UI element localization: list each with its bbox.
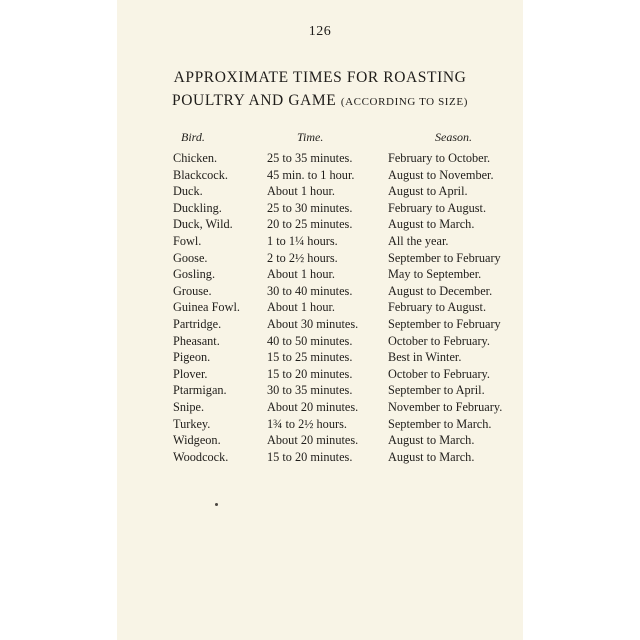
season-cell: September to March. [388, 416, 492, 431]
time-cell: About 20 minutes. [267, 433, 359, 448]
time-cell: 25 to 35 minutes. [267, 151, 353, 165]
roasting-table [117, 151, 523, 466]
time-cell: 1¾ to 2½ hours. [267, 416, 347, 431]
bird-cell: Blackcock. [173, 167, 228, 182]
season-cell: August to December. [388, 283, 493, 298]
ink-speck [215, 503, 218, 506]
time-cell: 30 to 35 minutes. [267, 383, 353, 398]
table-row [117, 184, 523, 201]
season-cell: October to February. [388, 366, 490, 381]
table-row [117, 350, 523, 367]
bird-cell: Duck. [173, 184, 203, 199]
bird-cell: Partridge. [173, 316, 222, 331]
table-row [117, 267, 523, 284]
bird-cell: Fowl. [173, 233, 202, 248]
table-row [117, 168, 523, 185]
bird-cell: Grouse. [173, 283, 212, 298]
season-cell: September to February [388, 316, 501, 331]
table-row [117, 334, 523, 351]
season-cell: February to August. [388, 200, 487, 215]
bird-cell: Widgeon. [173, 433, 221, 448]
season-cell: August to November. [388, 167, 494, 182]
bird-cell: Chicken. [173, 151, 218, 165]
bird-cell: Guinea Fowl. [173, 300, 240, 315]
season-cell: August to April. [388, 184, 468, 199]
season-cell: October to February. [388, 333, 490, 348]
time-cell: 20 to 25 minutes. [267, 217, 353, 232]
bird-cell: Duck, Wild. [173, 217, 233, 232]
time-cell: 15 to 20 minutes. [267, 449, 353, 464]
time-cell: About 1 hour. [267, 300, 335, 315]
title-note: (ACCORDING TO SIZE) [340, 96, 468, 108]
table-row [117, 417, 523, 434]
bird-cell: Plover. [173, 366, 208, 381]
bird-cell: Snipe. [173, 399, 205, 414]
page-number: 126 [308, 24, 332, 39]
table-row [117, 217, 523, 234]
table-header [117, 130, 523, 146]
table-row [117, 234, 523, 251]
bird-cell: Turkey. [173, 416, 211, 431]
time-cell: 2 to 2½ hours. [267, 250, 338, 265]
book-page [117, 0, 523, 640]
table-row [117, 450, 523, 467]
season-cell: November to February. [388, 399, 503, 414]
table-row [117, 400, 523, 417]
season-cell: All the year. [388, 233, 449, 248]
table-row [117, 383, 523, 400]
season-cell: September to February [388, 250, 501, 265]
bird-cell: Pheasant. [173, 333, 220, 348]
season-cell: September to April. [388, 383, 485, 398]
table-row [117, 284, 523, 301]
bird-cell: Goose. [173, 250, 208, 265]
header-bird: Bird. [181, 130, 205, 144]
bird-cell: Woodcock. [173, 449, 229, 464]
time-cell: 1 to 1¼ hours. [267, 233, 338, 248]
season-cell: August to March. [388, 217, 475, 232]
bird-cell: Ptarmigan. [173, 383, 227, 398]
time-cell: 25 to 30 minutes. [267, 200, 353, 215]
table-row [117, 300, 523, 317]
time-cell: About 20 minutes. [267, 399, 359, 414]
time-cell: About 30 minutes. [267, 316, 359, 331]
page-title [117, 66, 523, 114]
time-cell: 40 to 50 minutes. [267, 333, 353, 348]
season-cell: August to March. [388, 433, 475, 448]
table-row [117, 151, 523, 168]
title-line-2 [117, 89, 523, 114]
title-line-1: APPROXIMATE TIMES FOR ROASTING [173, 69, 467, 86]
table-row [117, 251, 523, 268]
season-cell: February to October. [388, 151, 491, 165]
table-row [117, 367, 523, 384]
table-row [117, 317, 523, 334]
table-row [117, 433, 523, 450]
bird-cell: Gosling. [173, 267, 216, 282]
bird-cell: Duckling. [173, 200, 222, 215]
time-cell: 30 to 40 minutes. [267, 283, 353, 298]
time-cell: 15 to 25 minutes. [267, 350, 353, 365]
header-season: Season. [435, 130, 472, 144]
title-line-2-main: POULTRY AND GAME [172, 92, 337, 109]
season-cell: February to August. [388, 300, 487, 315]
season-cell: May to September. [388, 267, 482, 282]
bird-cell: Pigeon. [173, 350, 211, 365]
time-cell: About 1 hour. [267, 267, 335, 282]
time-cell: 45 min. to 1 hour. [267, 167, 355, 182]
season-cell: Best in Winter. [388, 350, 462, 365]
header-time: Time. [297, 130, 324, 144]
table-row [117, 201, 523, 218]
time-cell: About 1 hour. [267, 184, 335, 199]
season-cell: August to March. [388, 449, 475, 464]
time-cell: 15 to 20 minutes. [267, 366, 353, 381]
